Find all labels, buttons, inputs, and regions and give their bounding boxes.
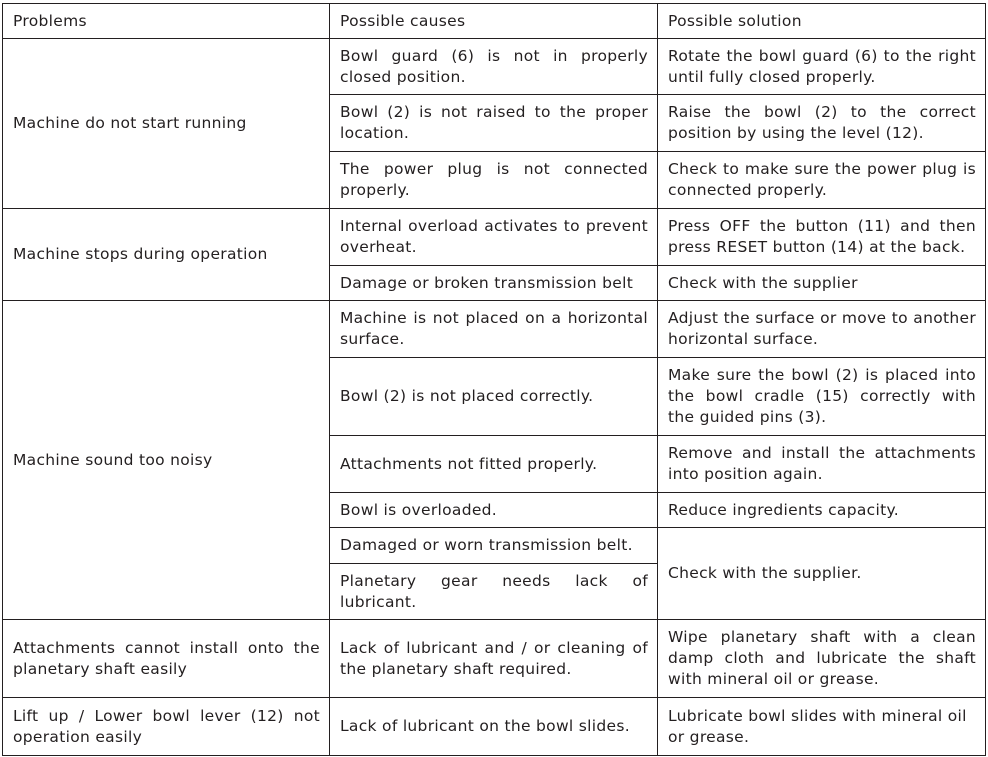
solution-cell: Check to make sure the power plug is connected properly. [658, 152, 986, 209]
problem-cell: Attachments cannot install onto the planetary shaft easily [3, 620, 330, 698]
header-problems: Problems [3, 4, 330, 39]
problem-cell: Machine do not start running [3, 39, 330, 209]
problem-cell: Lift up / Lower bowl lever (12) not operation easily [3, 698, 330, 756]
troubleshooting-table [2, 3, 986, 756]
solution-cell: Make sure the bowl (2) is placed into the bowl cradle (15) correctly with the guided pins (3). [658, 358, 986, 436]
table-row [3, 698, 986, 756]
cause-cell: Damaged or worn transmission belt. [330, 528, 658, 564]
cause-cell: Machine is not placed on a horizontal surface. [330, 301, 658, 358]
solution-cell: Remove and install the attachments into position again. [658, 436, 986, 493]
solution-cell: Raise the bowl (2) to the correct position by using the level (12). [658, 95, 986, 152]
header-causes: Possible causes [330, 4, 658, 39]
problem-cell: Machine sound too noisy [3, 301, 330, 620]
cause-cell: Bowl guard (6) is not in properly closed position. [330, 39, 658, 95]
solution-cell: Press OFF the button (11) and then press RESET button (14) at the back. [658, 209, 986, 266]
solution-cell: Check with the supplier [658, 266, 986, 301]
cause-cell: Bowl is overloaded. [330, 493, 658, 528]
table-row [3, 301, 986, 358]
cause-cell: Damage or broken transmission belt [330, 266, 658, 301]
cause-cell: The power plug is not connected properly. [330, 152, 658, 209]
solution-cell: Lubricate bowl slides with mineral oil or grease. [658, 698, 986, 756]
solution-cell: Rotate the bowl guard (6) to the right until fully closed properly. [658, 39, 986, 95]
table-row [3, 620, 986, 698]
cause-cell: Attachments not fitted properly. [330, 436, 658, 493]
problem-cell: Machine stops during operation [3, 209, 330, 301]
cause-cell: Bowl (2) is not raised to the proper location. [330, 95, 658, 152]
header-solution: Possible solution [658, 4, 986, 39]
solution-cell: Wipe planetary shaft with a clean damp cloth and lubricate the shaft with mineral oil or grease. [658, 620, 986, 698]
table-row [3, 209, 986, 266]
cause-cell: Internal overload activates to prevent overheat. [330, 209, 658, 266]
solution-cell: Adjust the surface or move to another horizontal surface. [658, 301, 986, 358]
header-row [3, 4, 986, 39]
cause-cell: Lack of lubricant and / or cleaning of the planetary shaft required. [330, 620, 658, 698]
cause-cell: Planetary gear needs lack of lubricant. [330, 564, 658, 620]
table-row [3, 39, 986, 95]
solution-cell: Check with the supplier. [658, 528, 986, 620]
cause-cell: Bowl (2) is not placed correctly. [330, 358, 658, 436]
solution-cell: Reduce ingredients capacity. [658, 493, 986, 528]
cause-cell: Lack of lubricant on the bowl slides. [330, 698, 658, 756]
